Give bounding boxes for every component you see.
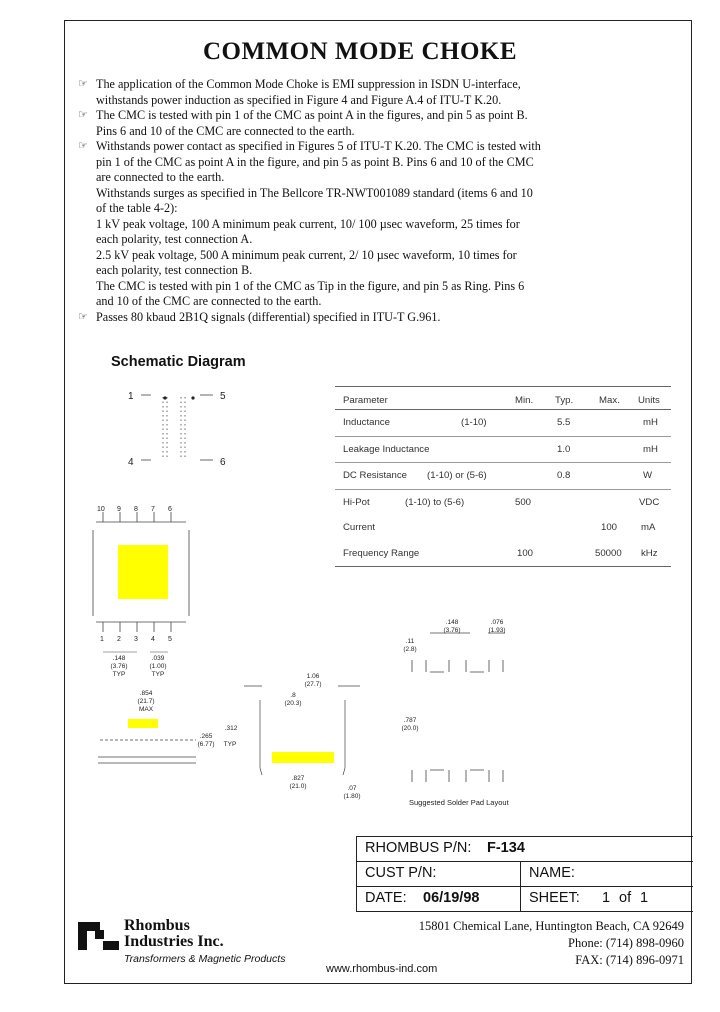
dimension-label: (1.80) [343,793,361,800]
param-condition: (1-10) [461,417,487,428]
part-number-label: RHOMBUS P/N: [365,840,472,856]
column-header: Units [638,395,660,406]
bullet-continuation: are connected to the earth. [96,170,225,184]
bullet-text: Passes 80 kbaud 2B1Q signals (differential) specified in ITU-T G.961. [96,309,441,324]
title-block-row [357,886,693,912]
bullet-item [78,310,578,326]
hand-pointer-icon: ☞ [78,310,88,323]
param-unit: W [643,470,653,481]
param-name: Hi-Pot [343,496,370,508]
dimension-label: .312 [224,725,238,732]
param-typ: 0.8 [557,470,571,481]
pin-number: 6 [168,506,172,513]
pin-number: 4 [151,636,155,643]
dimension-label: (21.0) [289,783,307,790]
pin-number: 1 [100,636,104,643]
sheet-value: 1 [602,890,611,906]
dimension-label: (3.76) [443,627,461,634]
cell-divider [520,887,521,911]
dimension-label: .076 [490,619,504,626]
dimension-label: .265 [199,733,213,740]
customer-pn-label: CUST P/N: [365,865,437,881]
sheet-label: SHEET: [529,890,580,906]
dimension-label: .787 [403,717,417,724]
bullet-item [78,139,578,155]
pin-number: 5 [168,636,172,643]
dimension-label: .854 [139,690,153,697]
param-name: DC Resistance [343,470,407,481]
title-block [356,836,693,912]
hand-pointer-icon: ☞ [78,78,88,90]
dimension-label: .039 [151,655,165,662]
param-typ: 1.0 [557,443,571,455]
hand-pointer-icon: ☞ [78,109,88,121]
pad-layout-caption: Suggested Solder Pad Layout [409,798,509,807]
dimension-label: TYP [223,741,237,748]
dimension-label: (6.77) [197,741,215,748]
company-tagline: Transformers & Magnetic Products [124,953,286,965]
dimension-label: (27.7) [304,681,322,688]
document-title: COMMON MODE CHOKE [202,38,518,65]
dimension-label: (1.93) [488,627,506,634]
feature-list [78,77,578,325]
param-unit: kHz [641,547,658,559]
bullet-continuation: of the table 4-2): [96,201,178,215]
bullet-continuation: 1 kV peak voltage, 100 A minimum peak current, 10/ 100 µsec waveform, 25 times for [96,216,520,231]
dimension-label: .07 [347,785,357,792]
pin-number: 3 [134,636,138,643]
param-condition: (1-10) to (5-6) [405,496,465,508]
param-unit: mH [643,417,658,428]
bullet-continuation: 2.5 kV peak voltage, 500 A minimum peak current, 2/ 10 µsec waveform, 10 times for [96,247,517,262]
dimension-label: (20.3) [284,700,302,707]
param-name: Leakage Inductance [343,443,430,455]
param-condition: (1-10) or (5-6) [427,470,487,481]
param-min: 100 [517,547,534,559]
cell-divider [520,862,521,886]
dimension-label: (2.8) [403,646,417,653]
bullet-item [78,108,578,124]
param-max: 100 [601,522,618,533]
table-row [335,515,671,541]
part-number-value: F-134 [487,840,525,856]
dimension-label: .8 [290,692,296,699]
param-unit: mH [643,443,658,455]
param-name: Current [343,522,375,533]
date-value: 06/19/98 [423,890,480,906]
fax-number: FAX: (714) 896-0971 [575,953,684,967]
pin-number: 8 [134,506,138,513]
bullet-continuation: and 10 of the CMC are connected to the earth. [96,294,322,308]
table-row [335,541,671,568]
bullet-continuation: Withstands surges as specified in The Bellcore TR-NWT001089 standard (items 6 and 10 [96,185,533,200]
pin-number: 9 [117,506,121,513]
table-row [335,463,671,490]
param-unit: mA [641,522,656,533]
sheet-of: of [619,890,632,906]
street-address: 15801 Chemical Lane, Huntington Beach, CA 92649 [418,919,684,933]
dimension-label: MAX [138,706,154,713]
dimension-label: (21.7) [137,698,155,705]
dimension-label: TYP [112,671,126,678]
parameter-table [335,386,671,567]
param-name: Inductance [343,417,390,428]
bullet-continuation: each polarity, test connection A. [96,232,253,246]
bullet-continuation: Pins 6 and 10 of the CMC are connected to the earth. [96,123,355,138]
column-header: Parameter [343,395,388,406]
bullet-continuation: The CMC is tested with pin 1 of the CMC as Tip in the figure, and pin 5 as Ring. Pins 6 [96,278,525,293]
company-name [124,918,224,950]
company-name-line: Industries Inc. [124,933,224,950]
column-header: Max. [599,395,620,406]
dimension-label: TYP [151,671,165,678]
pin-label: 4 [128,457,134,468]
company-address [419,918,684,969]
bullet-text: The CMC is tested with pin 1 of the CMC as point A in the figures, and pin 5 as point B. [96,108,528,122]
table-row [335,410,671,437]
website-link[interactable]: www.rhombus-ind.com [326,963,438,975]
dimension-label: (20.0) [401,725,419,732]
column-header: Min. [515,395,534,406]
title-block-row [357,836,693,861]
dimension-label: (1.00) [149,663,167,670]
dimension-label: .148 [445,619,459,626]
name-label: NAME: [529,865,575,881]
dimension-label: 1.06 [306,673,320,680]
bullet-text: Withstands power contact as specified in Figures 5 of ITU-T K.20. The CMC is tested with [96,139,541,153]
phone-number: Phone: (714) 898-0960 [568,936,684,950]
param-max: 50000 [595,547,622,559]
company-name-line: Rhombus [124,917,190,934]
pin-number: 7 [151,506,155,513]
bullet-item [78,77,578,93]
dimension-label: .827 [291,775,305,782]
table-header [335,386,671,410]
pin-number: 2 [117,636,121,643]
pin-label: 6 [220,457,226,468]
table-row [335,437,671,464]
sheet-total: 1 [640,890,649,906]
pin-number: 10 [97,506,105,513]
param-typ: 5.5 [557,417,571,428]
bullet-continuation: each polarity, test connection B. [96,263,253,277]
dimension-label: .148 [112,655,126,662]
schematic-title: Schematic Diagram [111,354,246,370]
column-header: Typ. [555,395,574,406]
date-label: DATE: [365,890,407,906]
pin-label: 5 [220,391,226,402]
param-name: Frequency Range [343,547,420,559]
dimension-label: .11 [405,638,415,645]
pin-label: 1 [128,391,134,402]
hand-pointer-icon: ☞ [78,140,88,152]
dimension-label: (3.76) [110,663,128,670]
bullet-text: The application of the Common Mode Choke is EMI suppression in ISDN U-interface, [96,77,521,91]
param-min: 500 [515,496,532,508]
title-block-row [357,861,693,886]
table-row [335,490,671,516]
param-unit: VDC [639,496,660,508]
bullet-continuation: withstands power induction as specified in Figure 4 and Figure A.4 of ITU-T K.20. [96,92,502,107]
bullet-continuation: pin 1 of the CMC as point A in the figure, and pin 5 as point B. Pins 6 and 10 of the CMC [96,154,534,169]
